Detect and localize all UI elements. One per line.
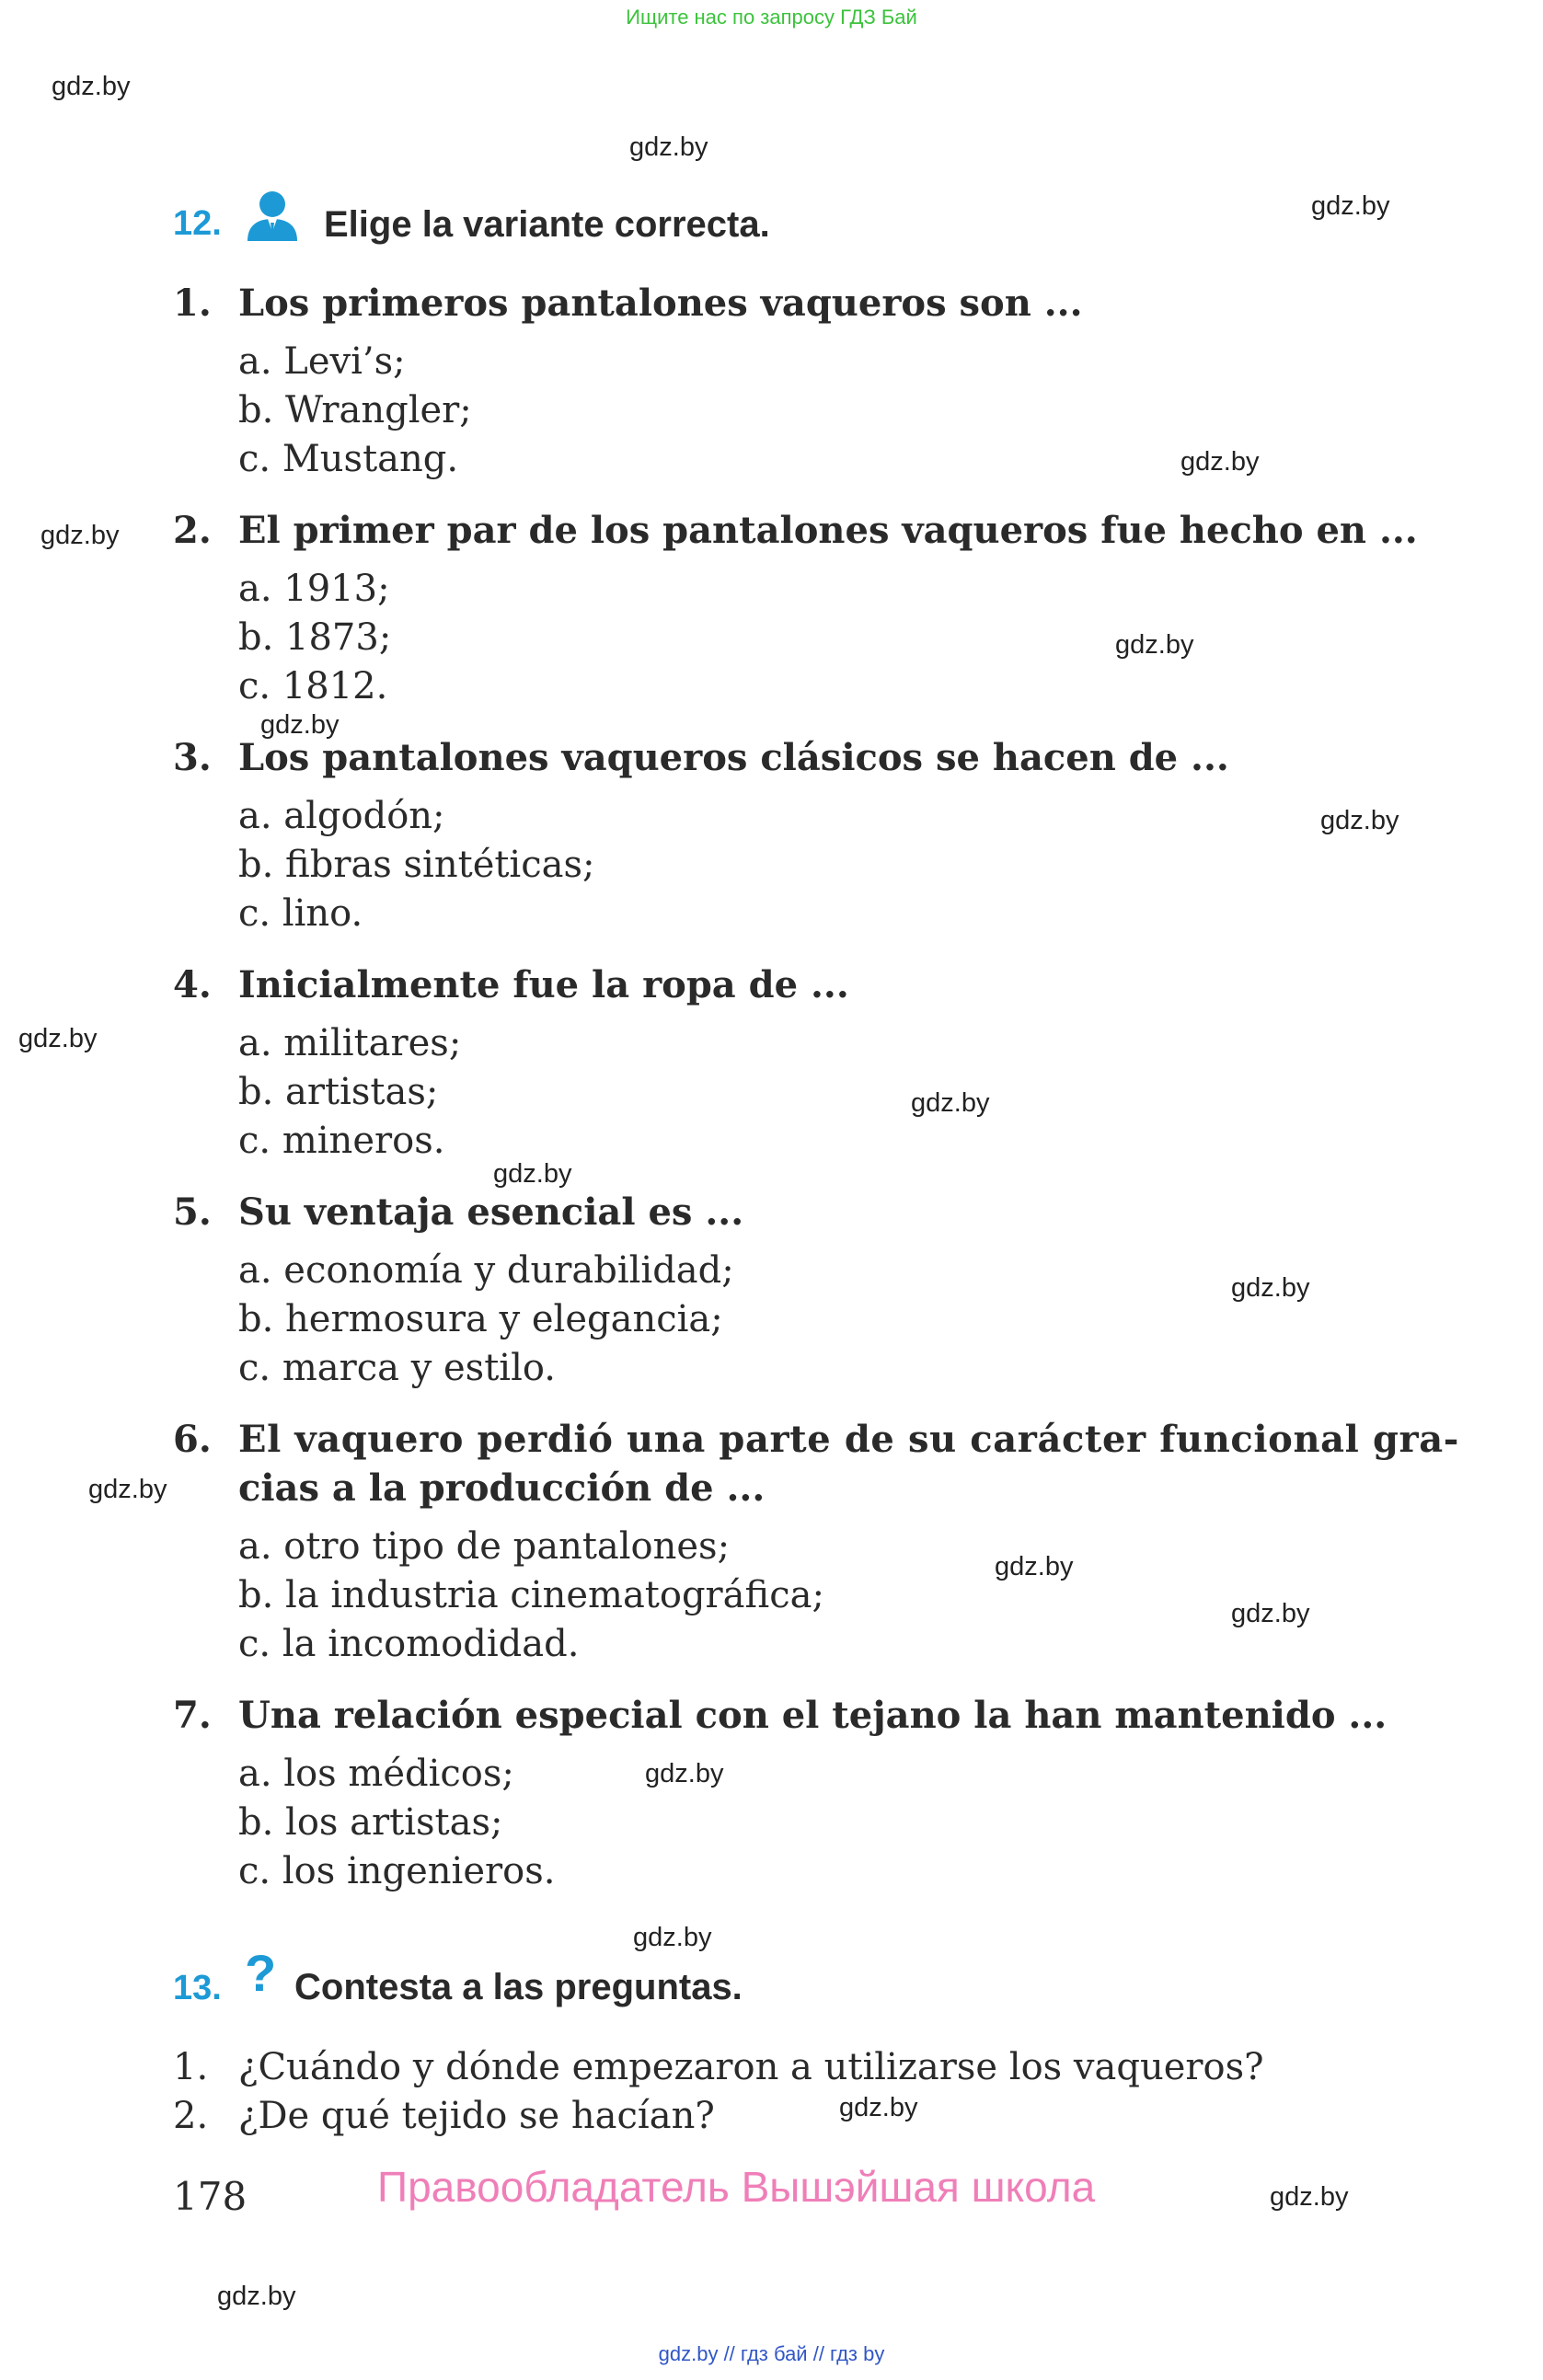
question-text-line2: cias a la producción de ... — [238, 1466, 766, 1510]
watermark: gdz.by — [260, 710, 340, 740]
person-icon — [246, 190, 299, 241]
option-b: b. los artistas; — [238, 1801, 503, 1844]
option-a: a. Levi’s; — [238, 340, 406, 383]
watermark: gdz.by — [1311, 191, 1390, 221]
watermark: gdz.by — [629, 132, 708, 162]
exercise-13-title: Contesta a las preguntas. — [294, 1967, 743, 2007]
question-number: 1. — [173, 2046, 209, 2088]
watermark: gdz.by — [633, 1923, 712, 1952]
option-b: b. Wrangler; — [238, 389, 472, 431]
watermark: gdz.by — [88, 1475, 167, 1504]
option-c: c. Mustang. — [238, 438, 459, 480]
watermark: gdz.by — [52, 72, 131, 101]
copyright-holder: Правообладатель Вышэйшая школа — [377, 2163, 1096, 2211]
option-c: c. lino. — [238, 892, 363, 935]
watermark: gdz.by — [18, 1024, 98, 1053]
page-number: 178 — [173, 2174, 248, 2219]
watermark: gdz.by — [645, 1759, 724, 1788]
question-number: 2. — [173, 509, 212, 552]
watermark: gdz.by — [1270, 2182, 1349, 2212]
exercise-12-number: 12. — [173, 204, 222, 243]
option-b: b. artistas; — [238, 1071, 439, 1113]
watermark: gdz.by — [1180, 447, 1260, 477]
question-number: 3. — [173, 736, 212, 779]
option-a: a. otro tipo de pantalones; — [238, 1525, 731, 1568]
option-b: b. hermosura y elegancia; — [238, 1298, 723, 1340]
question-text: Una relación especial con el tejano la han mantenido ... — [238, 1694, 1388, 1737]
question-text: Los primeros pantalones vaqueros son ... — [238, 282, 1083, 325]
option-c: c. marca y estilo. — [238, 1347, 556, 1389]
question-mark-icon: ? — [245, 1944, 277, 2002]
option-a: a. economía y durabilidad; — [238, 1249, 734, 1292]
top-banner: Ищите нас по запросу ГДЗ Бай — [626, 6, 917, 29]
watermark: gdz.by — [839, 2093, 918, 2122]
option-c: c. los ingenieros. — [238, 1850, 556, 1892]
watermark: gdz.by — [1115, 630, 1194, 660]
watermark: gdz.by — [995, 1552, 1074, 1581]
option-a: a. militares; — [238, 1022, 462, 1064]
question-number: 2. — [173, 2095, 209, 2137]
option-a: a. los médicos; — [238, 1753, 514, 1795]
question-text: Inicialmente fue la ropa de ... — [238, 963, 849, 1006]
watermark: gdz.by — [40, 521, 120, 550]
question-number: 4. — [173, 963, 212, 1006]
bottom-links[interactable]: gdz.by // гдз бай // гдз by — [658, 2342, 885, 2365]
question-number: 6. — [173, 1418, 212, 1461]
question-text: Su ventaja esencial es ... — [238, 1190, 744, 1234]
question-number: 1. — [173, 282, 212, 325]
question-number: 5. — [173, 1190, 212, 1234]
option-b: b. 1873; — [238, 616, 392, 659]
option-a: a. algodón; — [238, 795, 445, 837]
question-text-line1: El vaquero perdió una parte de su carácter funcional gra- — [238, 1418, 1459, 1461]
question-text: Los pantalones vaqueros clásicos se hacen de ... — [238, 736, 1229, 779]
option-c: c. 1812. — [238, 665, 388, 707]
option-b: b. fibras sintéticas; — [238, 844, 595, 886]
option-a: a. 1913; — [238, 568, 390, 610]
exercise-12-title: Elige la variante correcta. — [324, 204, 770, 245]
question-text: El primer par de los pantalones vaqueros fue hecho en ... — [238, 509, 1418, 552]
question-text: ¿Cuándo y dónde empezaron a utilizarse los vaqueros? — [238, 2046, 1264, 2088]
watermark: gdz.by — [911, 1088, 990, 1118]
exercise-13-number: 13. — [173, 1969, 222, 2007]
option-b: b. la industria cinematográfica; — [238, 1574, 824, 1616]
watermark: gdz.by — [1320, 806, 1399, 835]
watermark: gdz.by — [217, 2282, 296, 2311]
option-c: c. mineros. — [238, 1120, 445, 1162]
question-text: ¿De qué tejido se hacían? — [238, 2095, 715, 2137]
watermark: gdz.by — [493, 1159, 572, 1189]
watermark: gdz.by — [1231, 1599, 1310, 1628]
option-c: c. la incomodidad. — [238, 1623, 580, 1665]
question-number: 7. — [173, 1694, 212, 1737]
watermark: gdz.by — [1231, 1273, 1310, 1303]
